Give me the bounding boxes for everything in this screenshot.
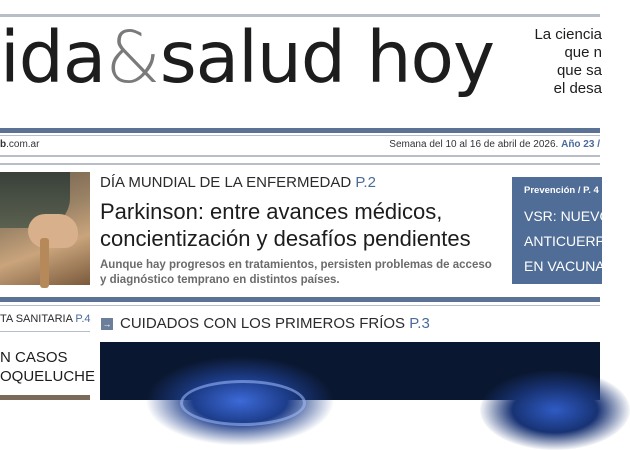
masthead-part2: salud hoy bbox=[159, 16, 495, 99]
left-column-headline[interactable]: N CASOS OQUELUCHE bbox=[0, 349, 96, 385]
section-rule bbox=[0, 163, 600, 165]
prevention-box-headline: VSR: NUEVO ANTICUERP EN VACUNA bbox=[524, 208, 611, 274]
left-column-rule bbox=[0, 331, 90, 332]
masthead-part1: ida bbox=[0, 16, 106, 99]
mid-rule-thin bbox=[0, 305, 600, 306]
site-domain[interactable]: b.com.ar bbox=[0, 139, 40, 150]
tagline-line: La ciencia bbox=[534, 26, 602, 43]
gas-burner-photo[interactable] bbox=[100, 342, 600, 400]
tagline-line: que n bbox=[564, 44, 602, 61]
second-story-kicker[interactable]: CUIDADOS CON LOS PRIMEROS FRÍOS P.3 bbox=[120, 315, 430, 332]
issue-date: Semana del 10 al 16 de abril de 2026. bbox=[389, 139, 559, 150]
lead-story-photo[interactable] bbox=[0, 172, 90, 285]
issue-dateline bbox=[350, 139, 600, 150]
lead-story-deck: Aunque hay progresos en tratamientos, persisten problemas de acceso y diagnóstico temprano en distintos países. bbox=[100, 259, 492, 286]
lead-story-headline[interactable]: Parkinson: entre avances médicos, concientización y desafíos pendientes bbox=[100, 199, 471, 251]
second-story-page: P.3 bbox=[409, 315, 430, 332]
prevention-box[interactable] bbox=[512, 177, 611, 284]
lead-story-kicker: DÍA MUNDIAL DE LA ENFERMEDAD P.2 bbox=[100, 174, 376, 191]
tagline-line: el desa bbox=[553, 80, 602, 97]
masthead-rule bbox=[0, 128, 600, 133]
left-column-page: P.4 bbox=[75, 313, 91, 325]
mid-rule bbox=[0, 297, 600, 302]
masthead-ampersand: & bbox=[105, 16, 160, 99]
arrow-icon: → bbox=[102, 319, 112, 329]
left-column-photo bbox=[0, 395, 90, 400]
masthead-tagline bbox=[526, 26, 600, 98]
issue-year: Año 23 / bbox=[561, 139, 600, 150]
tagline-line: que sa bbox=[556, 62, 602, 79]
prevention-box-label: Prevención / P. 4 bbox=[524, 185, 599, 196]
dateline-rule-bottom bbox=[0, 155, 600, 157]
left-column-kicker: TA SANITARIA P.4 bbox=[0, 313, 91, 325]
dateline-rule-top bbox=[0, 135, 600, 136]
masthead-title bbox=[0, 16, 495, 99]
lead-story-page: P.2 bbox=[355, 174, 376, 191]
